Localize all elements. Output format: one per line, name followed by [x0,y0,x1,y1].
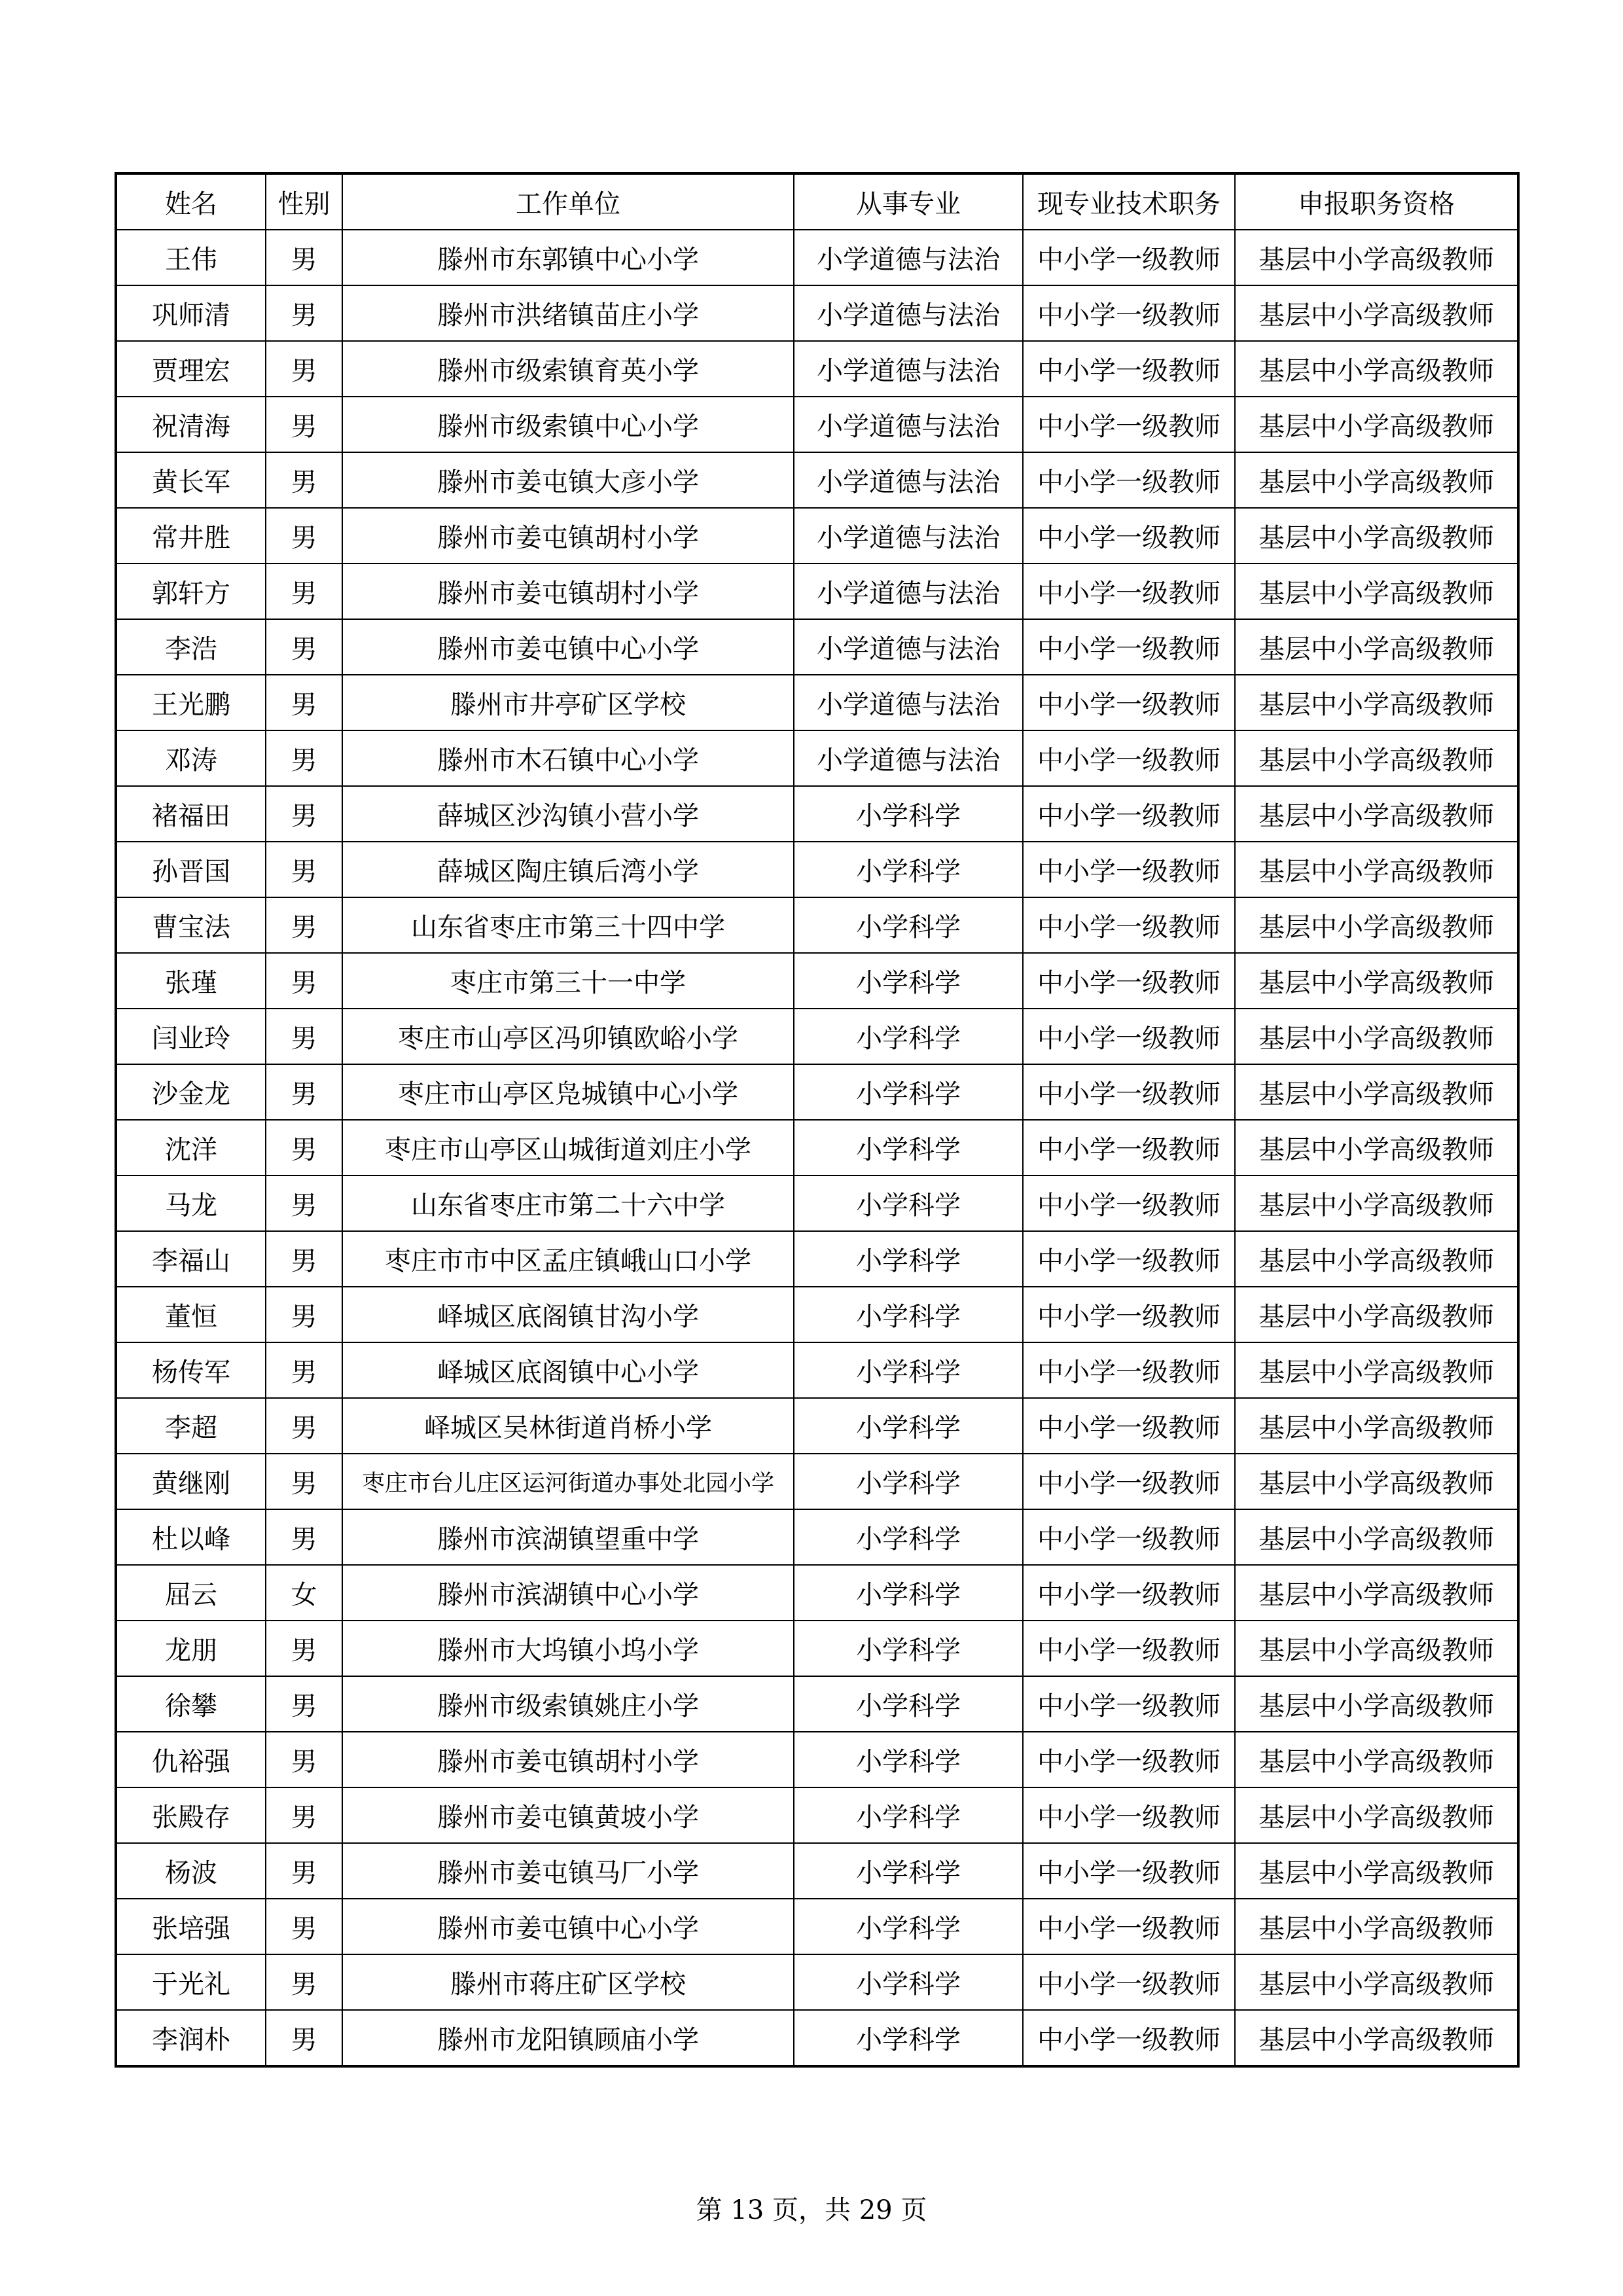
cell-name: 张培强 [116,1899,266,1954]
cell-gender: 男 [266,1064,342,1120]
cell-specialty: 小学道德与法治 [794,341,1023,397]
cell-specialty: 小学科学 [794,1009,1023,1064]
cell-current-title: 中小学一级教师 [1023,1398,1235,1454]
table-row [116,1120,1518,1175]
cell-specialty: 小学科学 [794,2010,1023,2066]
cell-current-title: 中小学一级教师 [1023,1064,1235,1120]
cell-specialty: 小学道德与法治 [794,508,1023,564]
cell-current-title: 中小学一级教师 [1023,1732,1235,1787]
cell-specialty: 小学科学 [794,897,1023,953]
cell-workplace: 峄城区吴林街道肖桥小学 [342,1398,794,1454]
cell-current-title: 中小学一级教师 [1023,1509,1235,1565]
cell-workplace: 山东省枣庄市第三十四中学 [342,897,794,953]
cell-workplace: 峄城区底阁镇甘沟小学 [342,1287,794,1342]
cell-specialty: 小学道德与法治 [794,230,1023,285]
cell-workplace: 薛城区沙沟镇小营小学 [342,786,794,842]
cell-gender: 男 [266,1342,342,1398]
cell-gender: 男 [266,897,342,953]
cell-workplace: 滕州市姜屯镇黄坡小学 [342,1787,794,1843]
cell-name: 王伟 [116,230,266,285]
cell-workplace: 滕州市姜屯镇胡村小学 [342,508,794,564]
cell-gender: 男 [266,341,342,397]
cell-name: 王光鹏 [116,675,266,730]
table-row [116,1787,1518,1843]
cell-name: 仇裕强 [116,1732,266,1787]
cell-gender: 男 [266,452,342,508]
cell-applied-title: 基层中小学高级教师 [1235,1509,1518,1565]
table-row [116,1509,1518,1565]
table-row [116,230,1518,285]
cell-current-title: 中小学一级教师 [1023,1899,1235,1954]
cell-specialty: 小学科学 [794,1509,1023,1565]
cell-name: 沙金龙 [116,1064,266,1120]
cell-applied-title: 基层中小学高级教师 [1235,1342,1518,1398]
table-row [116,786,1518,842]
cell-name: 邓涛 [116,730,266,786]
cell-applied-title: 基层中小学高级教师 [1235,452,1518,508]
cell-workplace: 滕州市东郭镇中心小学 [342,230,794,285]
cell-specialty: 小学科学 [794,1621,1023,1676]
cell-current-title: 中小学一级教师 [1023,1621,1235,1676]
cell-gender: 男 [266,508,342,564]
cell-workplace: 枣庄市山亭区山城街道刘庄小学 [342,1120,794,1175]
cell-gender: 男 [266,1287,342,1342]
table-row [116,1565,1518,1621]
cell-name: 李浩 [116,619,266,675]
cell-specialty: 小学科学 [794,1732,1023,1787]
cell-specialty: 小学道德与法治 [794,285,1023,341]
cell-workplace: 枣庄市台儿庄区运河街道办事处北园小学 [342,1454,794,1509]
cell-current-title: 中小学一级教师 [1023,564,1235,619]
table-row [116,842,1518,897]
cell-specialty: 小学科学 [794,1231,1023,1287]
cell-workplace: 滕州市姜屯镇胡村小学 [342,1732,794,1787]
cell-name: 龙朋 [116,1621,266,1676]
cell-specialty: 小学科学 [794,953,1023,1009]
cell-name: 贾理宏 [116,341,266,397]
cell-current-title: 中小学一级教师 [1023,1231,1235,1287]
cell-gender: 男 [266,1899,342,1954]
cell-workplace: 滕州市级索镇中心小学 [342,397,794,452]
table-row [116,675,1518,730]
cell-name: 徐攀 [116,1676,266,1732]
cell-name: 马龙 [116,1175,266,1231]
table-row [116,1064,1518,1120]
cell-applied-title: 基层中小学高级教师 [1235,1175,1518,1231]
cell-gender: 男 [266,675,342,730]
cell-specialty: 小学道德与法治 [794,619,1023,675]
cell-applied-title: 基层中小学高级教师 [1235,1843,1518,1899]
cell-specialty: 小学道德与法治 [794,730,1023,786]
cell-specialty: 小学科学 [794,1120,1023,1175]
cell-applied-title: 基层中小学高级教师 [1235,1287,1518,1342]
cell-current-title: 中小学一级教师 [1023,786,1235,842]
cell-current-title: 中小学一级教师 [1023,1342,1235,1398]
cell-applied-title: 基层中小学高级教师 [1235,230,1518,285]
header-workplace: 工作单位 [342,173,794,230]
table-row [116,1621,1518,1676]
table-row [116,452,1518,508]
cell-applied-title: 基层中小学高级教师 [1235,1398,1518,1454]
cell-name: 黄继刚 [116,1454,266,1509]
cell-current-title: 中小学一级教师 [1023,953,1235,1009]
cell-name: 祝清海 [116,397,266,452]
table-row [116,397,1518,452]
cell-specialty: 小学科学 [794,1175,1023,1231]
cell-workplace: 滕州市龙阳镇顾庙小学 [342,2010,794,2066]
cell-name: 杨传军 [116,1342,266,1398]
cell-workplace: 滕州市级索镇姚庄小学 [342,1676,794,1732]
cell-workplace: 山东省枣庄市第二十六中学 [342,1175,794,1231]
cell-name: 褚福田 [116,786,266,842]
cell-gender: 女 [266,1565,342,1621]
cell-name: 孙晋国 [116,842,266,897]
table-header-row [116,173,1518,230]
cell-workplace: 滕州市木石镇中心小学 [342,730,794,786]
table-row [116,730,1518,786]
cell-current-title: 中小学一级教师 [1023,285,1235,341]
cell-specialty: 小学科学 [794,1287,1023,1342]
table-row [116,508,1518,564]
cell-gender: 男 [266,230,342,285]
cell-applied-title: 基层中小学高级教师 [1235,285,1518,341]
cell-workplace: 滕州市姜屯镇大彦小学 [342,452,794,508]
cell-current-title: 中小学一级教师 [1023,1175,1235,1231]
cell-applied-title: 基层中小学高级教师 [1235,1009,1518,1064]
table-row [116,1676,1518,1732]
header-current-title: 现专业技术职务 [1023,173,1235,230]
table-row [116,1732,1518,1787]
cell-gender: 男 [266,564,342,619]
cell-name: 张殿存 [116,1787,266,1843]
cell-gender: 男 [266,619,342,675]
cell-gender: 男 [266,1120,342,1175]
cell-current-title: 中小学一级教师 [1023,230,1235,285]
table-row [116,1398,1518,1454]
cell-applied-title: 基层中小学高级教师 [1235,619,1518,675]
cell-current-title: 中小学一级教师 [1023,1454,1235,1509]
cell-name: 曹宝法 [116,897,266,953]
cell-applied-title: 基层中小学高级教师 [1235,508,1518,564]
header-applied-title: 申报职务资格 [1235,173,1518,230]
cell-name: 屈云 [116,1565,266,1621]
table-row [116,619,1518,675]
cell-gender: 男 [266,1009,342,1064]
cell-specialty: 小学科学 [794,1565,1023,1621]
cell-name: 杨波 [116,1843,266,1899]
cell-current-title: 中小学一级教师 [1023,397,1235,452]
cell-gender: 男 [266,1676,342,1732]
cell-workplace: 滕州市蒋庄矿区学校 [342,1954,794,2010]
table-row [116,1954,1518,2010]
cell-gender: 男 [266,2010,342,2066]
cell-gender: 男 [266,1398,342,1454]
cell-specialty: 小学科学 [794,1454,1023,1509]
cell-workplace: 枣庄市市中区孟庄镇峨山口小学 [342,1231,794,1287]
cell-specialty: 小学道德与法治 [794,675,1023,730]
cell-gender: 男 [266,730,342,786]
cell-current-title: 中小学一级教师 [1023,508,1235,564]
table-row [116,1454,1518,1509]
cell-applied-title: 基层中小学高级教师 [1235,1732,1518,1787]
table-row [116,1009,1518,1064]
cell-workplace: 滕州市滨湖镇中心小学 [342,1565,794,1621]
cell-gender: 男 [266,1175,342,1231]
cell-current-title: 中小学一级教师 [1023,1954,1235,2010]
cell-current-title: 中小学一级教师 [1023,2010,1235,2066]
header-name: 姓名 [116,173,266,230]
cell-name: 闫业玲 [116,1009,266,1064]
cell-workplace: 滕州市姜屯镇中心小学 [342,1899,794,1954]
cell-name: 李福山 [116,1231,266,1287]
cell-specialty: 小学道德与法治 [794,452,1023,508]
cell-workplace: 滕州市姜屯镇马厂小学 [342,1843,794,1899]
cell-specialty: 小学科学 [794,786,1023,842]
cell-current-title: 中小学一级教师 [1023,675,1235,730]
cell-name: 沈洋 [116,1120,266,1175]
cell-applied-title: 基层中小学高级教师 [1235,897,1518,953]
cell-current-title: 中小学一级教师 [1023,897,1235,953]
cell-current-title: 中小学一级教师 [1023,1120,1235,1175]
cell-specialty: 小学科学 [794,1676,1023,1732]
cell-specialty: 小学道德与法治 [794,397,1023,452]
cell-gender: 男 [266,1732,342,1787]
page-number-footer: 第 13 页，共 29 页 [696,2195,927,2225]
cell-specialty: 小学科学 [794,1843,1023,1899]
cell-workplace: 滕州市姜屯镇中心小学 [342,619,794,675]
teacher-qualification-table [115,172,1520,2068]
cell-workplace: 滕州市滨湖镇望重中学 [342,1509,794,1565]
table-row [116,1175,1518,1231]
cell-applied-title: 基层中小学高级教师 [1235,1120,1518,1175]
cell-gender: 男 [266,1454,342,1509]
cell-applied-title: 基层中小学高级教师 [1235,1787,1518,1843]
cell-workplace: 滕州市井亭矿区学校 [342,675,794,730]
cell-gender: 男 [266,1843,342,1899]
cell-applied-title: 基层中小学高级教师 [1235,1676,1518,1732]
table-row [116,897,1518,953]
table-row [116,1899,1518,1954]
cell-workplace: 滕州市洪绪镇苗庄小学 [342,285,794,341]
cell-current-title: 中小学一级教师 [1023,1676,1235,1732]
cell-workplace: 薛城区陶庄镇后湾小学 [342,842,794,897]
cell-applied-title: 基层中小学高级教师 [1235,1621,1518,1676]
cell-name: 常井胜 [116,508,266,564]
cell-name: 巩师清 [116,285,266,341]
cell-workplace: 枣庄市第三十一中学 [342,953,794,1009]
cell-specialty: 小学科学 [794,1787,1023,1843]
cell-specialty: 小学科学 [794,1342,1023,1398]
cell-specialty: 小学科学 [794,1954,1023,2010]
cell-specialty: 小学科学 [794,1899,1023,1954]
cell-applied-title: 基层中小学高级教师 [1235,341,1518,397]
cell-gender: 男 [266,1509,342,1565]
table-row [116,1843,1518,1899]
cell-gender: 男 [266,1231,342,1287]
cell-name: 杜以峰 [116,1509,266,1565]
cell-applied-title: 基层中小学高级教师 [1235,1899,1518,1954]
cell-gender: 男 [266,1787,342,1843]
cell-gender: 男 [266,842,342,897]
header-specialty: 从事专业 [794,173,1023,230]
cell-workplace: 滕州市姜屯镇胡村小学 [342,564,794,619]
cell-workplace: 滕州市级索镇育英小学 [342,341,794,397]
cell-name: 李润朴 [116,2010,266,2066]
cell-name: 黄长军 [116,452,266,508]
cell-applied-title: 基层中小学高级教师 [1235,397,1518,452]
cell-specialty: 小学道德与法治 [794,564,1023,619]
table-row [116,1342,1518,1398]
cell-applied-title: 基层中小学高级教师 [1235,675,1518,730]
cell-workplace: 峄城区底阁镇中心小学 [342,1342,794,1398]
table-row [116,1287,1518,1342]
cell-workplace: 滕州市大坞镇小坞小学 [342,1621,794,1676]
cell-name: 董恒 [116,1287,266,1342]
cell-applied-title: 基层中小学高级教师 [1235,1954,1518,2010]
cell-gender: 男 [266,285,342,341]
cell-current-title: 中小学一级教师 [1023,730,1235,786]
cell-name: 李超 [116,1398,266,1454]
table-row [116,953,1518,1009]
cell-applied-title: 基层中小学高级教师 [1235,564,1518,619]
cell-gender: 男 [266,953,342,1009]
cell-current-title: 中小学一级教师 [1023,1843,1235,1899]
cell-applied-title: 基层中小学高级教师 [1235,842,1518,897]
cell-gender: 男 [266,1954,342,2010]
cell-name: 张瑾 [116,953,266,1009]
cell-applied-title: 基层中小学高级教师 [1235,1064,1518,1120]
cell-gender: 男 [266,397,342,452]
cell-applied-title: 基层中小学高级教师 [1235,730,1518,786]
cell-current-title: 中小学一级教师 [1023,452,1235,508]
table-row [116,1231,1518,1287]
table-row [116,285,1518,341]
table-row [116,2010,1518,2066]
cell-applied-title: 基层中小学高级教师 [1235,1231,1518,1287]
cell-applied-title: 基层中小学高级教师 [1235,2010,1518,2066]
cell-current-title: 中小学一级教师 [1023,619,1235,675]
cell-gender: 男 [266,1621,342,1676]
cell-name: 郭轩方 [116,564,266,619]
cell-gender: 男 [266,786,342,842]
cell-applied-title: 基层中小学高级教师 [1235,953,1518,1009]
cell-current-title: 中小学一级教师 [1023,341,1235,397]
cell-workplace: 枣庄市山亭区凫城镇中心小学 [342,1064,794,1120]
cell-current-title: 中小学一级教师 [1023,842,1235,897]
table-row [116,341,1518,397]
cell-specialty: 小学科学 [794,1064,1023,1120]
cell-current-title: 中小学一级教师 [1023,1287,1235,1342]
cell-specialty: 小学科学 [794,842,1023,897]
cell-workplace: 枣庄市山亭区冯卯镇欧峪小学 [342,1009,794,1064]
table-row [116,564,1518,619]
cell-applied-title: 基层中小学高级教师 [1235,1565,1518,1621]
cell-current-title: 中小学一级教师 [1023,1009,1235,1064]
cell-applied-title: 基层中小学高级教师 [1235,786,1518,842]
cell-specialty: 小学科学 [794,1398,1023,1454]
cell-current-title: 中小学一级教师 [1023,1565,1235,1621]
cell-applied-title: 基层中小学高级教师 [1235,1454,1518,1509]
cell-current-title: 中小学一级教师 [1023,1787,1235,1843]
header-gender: 性别 [266,173,342,230]
cell-name: 于光礼 [116,1954,266,2010]
